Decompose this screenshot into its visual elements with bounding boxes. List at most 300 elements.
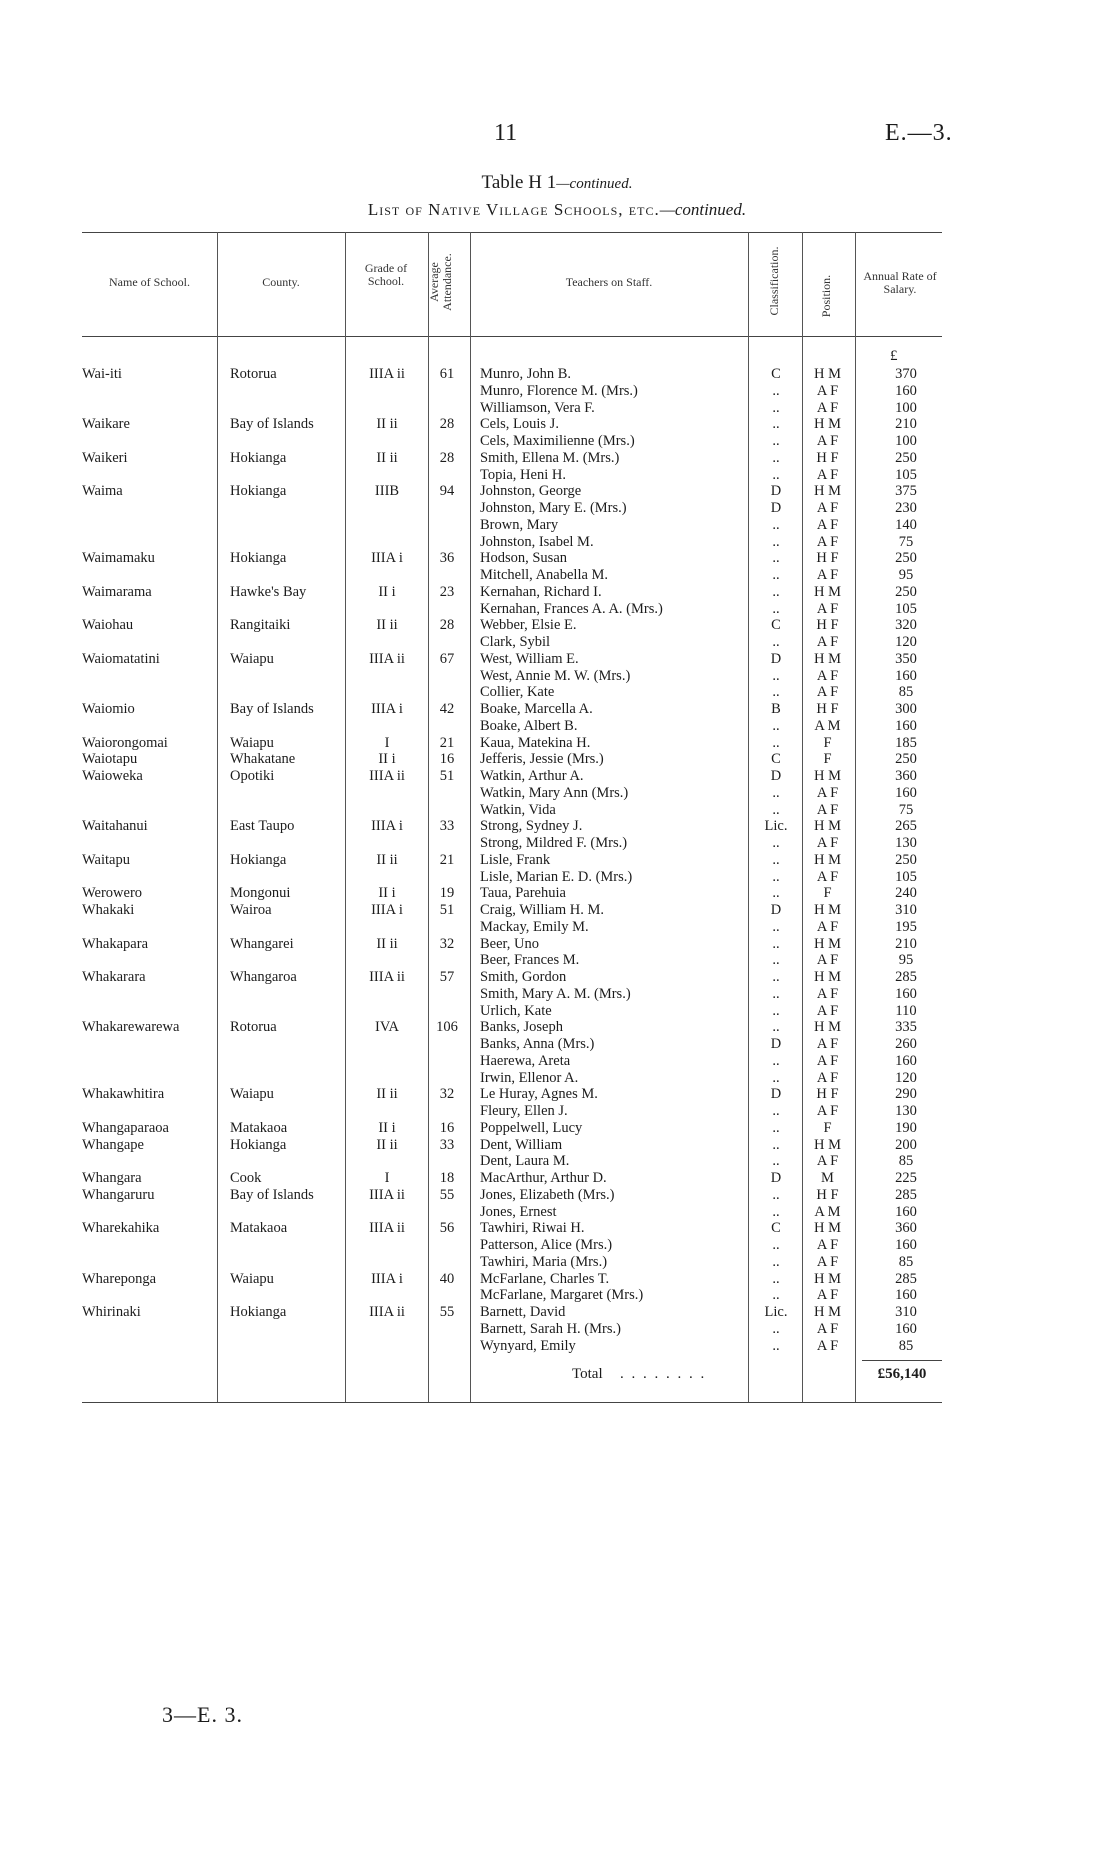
school-name: Waikare [82,416,130,433]
salary: 360 [895,768,917,784]
position: M [821,1170,834,1186]
position: A F [816,1337,839,1354]
teacher-name: Webber, Elsie E. [480,617,577,634]
grade: IIIA ii [369,366,405,382]
grade: II ii [376,851,398,868]
table-row [0,818,1114,835]
table-row [0,634,1114,651]
county: Hokianga [230,851,287,868]
teacher-name: Johnston, George [480,483,582,500]
salary: 160 [895,784,917,801]
school-name: Waiomio [82,701,135,717]
classification: .. [772,466,780,483]
county: Whangaroa [230,969,297,985]
salary: 85 [898,1337,914,1354]
classification: .. [772,1203,780,1220]
position: A F [816,952,839,969]
county: Hokianga [230,483,287,500]
position: A F [816,684,839,701]
grade: IIIA ii [369,1304,405,1320]
county: Hokianga [230,1304,287,1320]
grade: II i [378,583,396,600]
salary: 230 [895,500,917,516]
table-top-rule [82,232,942,233]
county: Cook [230,1170,262,1186]
teacher-name: Patterson, Alice (Mrs.) [480,1237,613,1253]
position: A F [816,801,839,818]
classification: .. [772,1186,780,1203]
table-row [0,1103,1114,1120]
attendance: 16 [439,751,455,768]
table-row [0,450,1114,467]
position: H M [814,1304,841,1320]
salary: 285 [895,1270,917,1287]
teacher-name: Watkin, Arthur A. [480,768,584,784]
attendance: 19 [439,885,455,902]
classification: C [771,366,781,382]
attendance: 94 [439,483,455,500]
attendance: 61 [439,366,455,382]
attendance: 57 [439,969,455,985]
classification: .. [772,1002,780,1019]
classification: .. [772,667,780,684]
table-row [0,936,1114,953]
school-name: Whirinaki [82,1304,141,1320]
table-row [0,902,1114,919]
school-name: Whakapara [82,935,149,952]
header-classification: Classification. [767,246,781,316]
grade: I [384,734,390,751]
teacher-name: Le Huray, Agnes M. [480,1086,598,1103]
position: H F [816,1086,839,1103]
attendance: 21 [439,851,455,868]
attendance: 28 [439,416,455,433]
position: H M [814,1270,841,1287]
teacher-name: Urlich, Kate [480,1002,552,1019]
salary: 105 [895,466,917,483]
salary: 160 [895,1203,917,1220]
teacher-name: Johnston, Mary E. (Mrs.) [480,500,627,516]
county: Waiapu [230,734,274,751]
county: Waiapu [230,650,274,667]
teacher-name: Boake, Albert B. [480,717,578,734]
attendance: 51 [439,902,455,918]
classification: .. [772,952,780,969]
position: H M [814,416,841,433]
table-row [0,1019,1114,1036]
attendance: 36 [439,550,455,567]
attendance: 16 [439,1119,455,1136]
teacher-name: Brown, Mary [480,516,559,533]
table-subtitle [0,200,1114,220]
teacher-name: Smith, Mary A. M. (Mrs.) [480,985,631,1002]
classification: .. [772,449,780,466]
grade: IIIA i [371,902,403,918]
position: A F [816,1287,839,1304]
table-row [0,885,1114,902]
classification: .. [772,1069,780,1086]
grade: II ii [376,416,398,433]
classification: .. [772,734,780,751]
salary: 160 [895,985,917,1002]
school-name: Waima [82,483,123,500]
total-value: £56,140 [877,1366,927,1382]
position: A F [816,466,839,483]
table-row [0,1254,1114,1271]
classification: .. [772,1153,780,1170]
teacher-name: Poppelwell, Lucy [480,1119,583,1136]
position: A F [816,1103,839,1119]
table-row [0,1304,1114,1321]
grade: IIIA ii [369,768,405,784]
salary: 310 [895,902,917,918]
teacher-name: Beer, Uno [480,935,540,952]
classification: .. [772,600,780,617]
salary: 130 [895,835,917,851]
grade: IIIA ii [369,1186,405,1203]
salary: 75 [898,533,914,550]
grade: II ii [376,617,398,634]
table-row [0,500,1114,517]
table-row [0,550,1114,567]
position: A F [816,1153,839,1170]
classification: .. [772,1119,780,1136]
classification: C [771,1220,781,1237]
table-row [0,835,1114,852]
table-row [0,751,1114,768]
classification: D [770,1170,782,1186]
classification: .. [772,399,780,416]
table-row [0,1338,1114,1355]
salary: 350 [895,650,917,667]
position: A F [816,1036,839,1052]
teacher-name: Haerewa, Areta [480,1052,571,1069]
table-title-continued: —continued. [556,176,633,192]
salary: 160 [895,1287,917,1304]
attendance: 67 [439,650,455,667]
table-title-text: Table H 1 [481,172,557,193]
header-grade: Grade of School. [364,261,408,288]
school-name: Waimarama [82,583,152,600]
teacher-name: Wynyard, Emily [480,1337,576,1354]
salary: 105 [895,600,917,617]
position: A M [814,1203,841,1220]
salary: 120 [895,1069,917,1086]
table-row [0,617,1114,634]
classification: .. [772,985,780,1002]
position: A F [816,516,839,533]
table-subtitle-text: List of Native Village Schools, etc. [367,200,660,219]
position: H M [814,851,841,868]
teacher-name: Hodson, Susan [480,550,568,567]
school-name: Whangape [82,1136,144,1153]
position: F [823,1119,832,1136]
table-subtitle-continued: —continued. [659,200,747,219]
table-row [0,433,1114,450]
grade: II i [378,885,396,902]
header-salary: Annual Rate of Salary. [863,269,937,296]
position: F [823,734,832,751]
table-row [0,735,1114,752]
position: A F [816,399,839,416]
salary: 190 [895,1119,917,1136]
teacher-name: Tawhiri, Riwai H. [480,1220,585,1237]
classification: .. [772,935,780,952]
salary: 95 [898,952,914,969]
grade: II i [378,751,396,768]
classification: .. [772,550,780,567]
position: A F [816,918,839,935]
total-leader-dots: . . . . . . . . [620,1366,707,1382]
teacher-name: Cels, Maximilienne (Mrs.) [480,433,635,449]
table-row [0,584,1114,601]
table-row [0,718,1114,735]
teacher-name: McFarlane, Charles T. [480,1270,610,1287]
teacher-name: Kernahan, Richard I. [480,583,602,600]
table-row [0,919,1114,936]
currency-symbol: £ [890,348,898,364]
classification: .. [772,567,780,583]
salary: 185 [895,734,917,751]
classification: .. [772,717,780,734]
teacher-name: Jefferis, Jessie (Mrs.) [480,751,604,768]
teacher-name: Lisle, Frank [480,851,551,868]
table-row [0,852,1114,869]
table-row [0,668,1114,685]
table-row [0,534,1114,551]
teacher-name: Lisle, Marian E. D. (Mrs.) [480,868,633,885]
classification: .. [772,918,780,935]
school-name: Wai-iti [82,366,122,382]
position: H F [816,550,839,567]
county: Mongonui [230,885,291,902]
attendance: 28 [439,449,455,466]
classification: .. [772,835,780,851]
header-bottom-rule [82,336,942,337]
attendance: 40 [439,1270,455,1287]
document-reference: E.—3. [885,120,953,146]
school-name: Wharekahika [82,1220,160,1237]
teacher-name: Watkin, Vida [480,801,556,818]
grade: II ii [376,935,398,952]
table-row [0,1003,1114,1020]
salary: 130 [895,1103,917,1119]
table-row [0,1321,1114,1338]
teacher-name: Boake, Marcella A. [480,701,593,717]
table-bottom-rule [82,1402,942,1403]
position: A F [816,382,839,399]
table-row [0,952,1114,969]
total-rule [862,1360,942,1361]
salary: 375 [895,483,917,500]
attendance: 51 [439,768,455,784]
classification: D [770,483,782,500]
teacher-name: Cels, Louis J. [480,416,559,433]
teacher-name: Smith, Gordon [480,969,567,985]
teacher-name: Barnett, David [480,1304,566,1320]
salary: 140 [895,516,917,533]
teacher-name: Banks, Joseph [480,1019,563,1036]
position: A F [816,868,839,885]
position: H F [816,449,839,466]
teacher-name: Kaua, Matekina H. [480,734,591,751]
salary: 95 [898,567,914,583]
salary: 160 [895,382,917,399]
school-name: Whangara [82,1170,142,1186]
salary: 120 [895,634,917,650]
classification: .. [772,1320,780,1337]
teacher-name: Munro, John B. [480,366,572,382]
county: Whakatane [230,751,296,768]
position: A F [816,634,839,650]
classification: .. [772,433,780,449]
grade: II i [378,1119,396,1136]
teacher-name: Craig, William H. M. [480,902,605,918]
teacher-name: Clark, Sybil [480,634,551,650]
county: Rotorua [230,366,277,382]
salary: 75 [898,801,914,818]
attendance: 55 [439,1304,455,1320]
table-row [0,869,1114,886]
county: Rangitaiki [230,617,291,634]
position: A M [814,717,841,734]
salary: 260 [895,1036,917,1052]
grade: II ii [376,1086,398,1103]
salary: 100 [895,433,917,449]
table-row [0,1036,1114,1053]
attendance: 55 [439,1186,455,1203]
classification: B [771,701,781,717]
teacher-name: Dent, William [480,1136,563,1153]
salary: 250 [895,851,917,868]
classification: C [771,751,781,768]
salary: 100 [895,399,917,416]
teacher-name: Collier, Kate [480,684,555,701]
teacher-name: Banks, Anna (Mrs.) [480,1036,595,1052]
grade: IIIB [374,483,400,500]
teacher-name: Williamson, Vera F. [480,399,595,416]
salary: 160 [895,717,917,734]
teacher-name: Taua, Parehuia [480,885,566,902]
table-body [0,366,1114,1354]
grade: II ii [376,449,398,466]
table-row [0,1170,1114,1187]
school-name: Waimamaku [82,550,155,567]
salary: 310 [895,1304,917,1320]
teacher-name: Tawhiri, Maria (Mrs.) [480,1253,608,1270]
salary: 85 [898,1253,914,1270]
school-name: Waioweka [82,768,143,784]
salary: 250 [895,550,917,567]
table-row [0,567,1114,584]
attendance: 28 [439,617,455,634]
classification: .. [772,1019,780,1036]
classification: .. [772,416,780,433]
classification: .. [772,801,780,818]
salary: 290 [895,1086,917,1103]
table-row [0,1120,1114,1137]
salary: 160 [895,1320,917,1337]
table-row [0,969,1114,986]
salary: 285 [895,969,917,985]
table-row [0,802,1114,819]
grade: IVA [375,1019,399,1036]
teacher-name: MacArthur, Arthur D. [480,1170,607,1186]
position: H M [814,1136,841,1153]
position: F [823,751,832,768]
classification: .. [772,885,780,902]
teacher-name: West, Annie M. W. (Mrs.) [480,667,631,684]
table-row [0,467,1114,484]
position: A F [816,835,839,851]
footer-reference: 3—E. 3. [162,1702,243,1727]
school-name: Whakawhitira [82,1086,165,1103]
grade: II ii [376,1136,398,1153]
salary: 265 [895,818,917,835]
grade: IIIA i [371,1270,403,1287]
table-row [0,1237,1114,1254]
salary: 320 [895,617,917,634]
classification: .. [772,1052,780,1069]
school-name: Whakarewarewa [82,1019,180,1036]
salary: 300 [895,701,917,717]
classification: .. [772,583,780,600]
salary: 250 [895,583,917,600]
page-number: 11 [494,120,518,146]
school-name: Waiorongomai [82,734,168,751]
table-row [0,1137,1114,1154]
table-row [0,768,1114,785]
attendance: 32 [439,935,455,952]
classification: .. [772,1237,780,1253]
teacher-name: Jones, Elizabeth (Mrs.) [480,1186,615,1203]
position: A F [816,433,839,449]
classification: .. [772,1337,780,1354]
position: A F [816,600,839,617]
position: H M [814,818,841,835]
classification: .. [772,533,780,550]
position: F [823,885,832,902]
position: H M [814,650,841,667]
grade: IIIA ii [369,1220,405,1237]
salary: 105 [895,868,917,885]
table-row [0,601,1114,618]
table-row [0,1070,1114,1087]
attendance: 106 [436,1019,458,1036]
grade: IIIA i [371,818,403,835]
teacher-name: Strong, Mildred F. (Mrs.) [480,835,628,851]
teacher-name: Smith, Ellena M. (Mrs.) [480,449,620,466]
table-row [0,483,1114,500]
county: Bay of Islands [230,1186,314,1203]
table-row [0,986,1114,1003]
classification: .. [772,516,780,533]
position: A F [816,1052,839,1069]
salary: 160 [895,1237,917,1253]
position: H M [814,935,841,952]
position: A F [816,500,839,516]
salary: 250 [895,751,917,768]
salary: 225 [895,1170,917,1186]
county: Waiapu [230,1270,274,1287]
table-row [0,651,1114,668]
table-row [0,1053,1114,1070]
header-teachers: Teachers on Staff. [565,275,653,289]
classification: D [770,1036,782,1052]
salary: 370 [895,366,917,382]
classification: .. [772,1270,780,1287]
classification: .. [772,868,780,885]
